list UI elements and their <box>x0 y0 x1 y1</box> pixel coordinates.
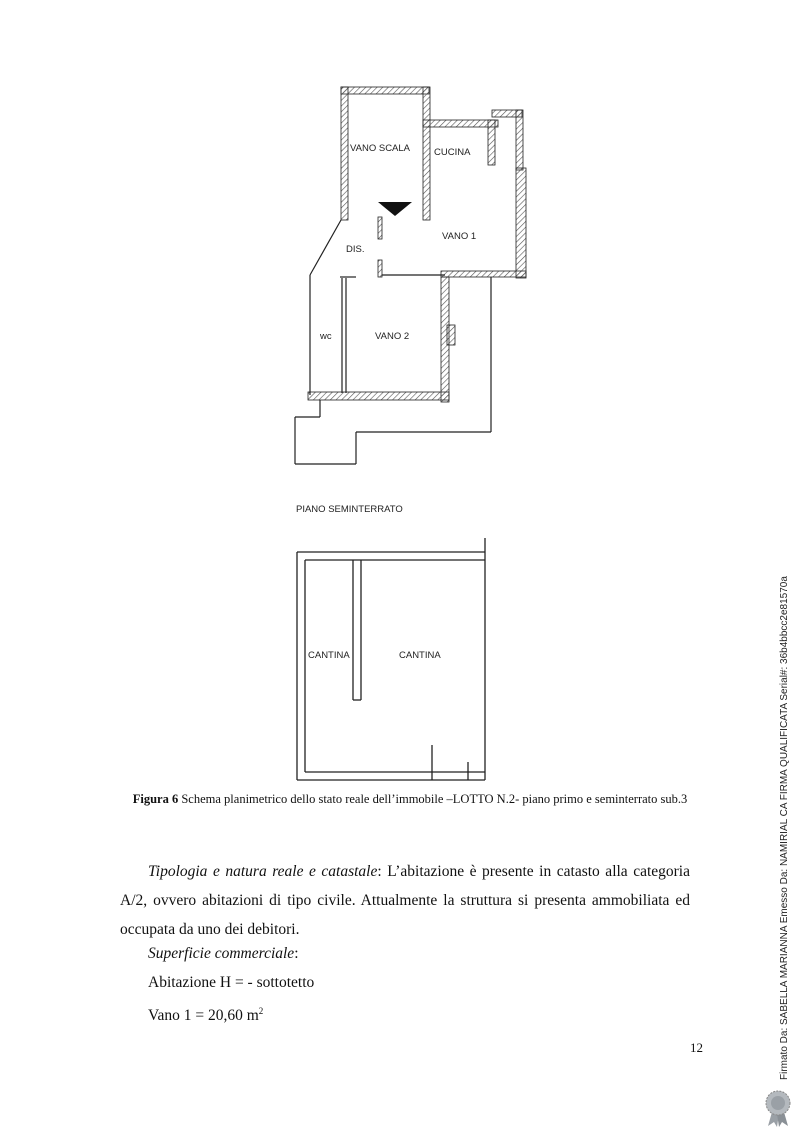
figure-caption <box>120 791 700 807</box>
label-cantina-large: CANTINA <box>399 650 441 661</box>
tipologia-heading: Tipologia e natura reale e catastale <box>148 863 378 880</box>
vano1-line: Vano 1 = 20,60 m <box>148 1007 259 1025</box>
label-cantina-small: CANTINA <box>308 650 350 661</box>
upper-floor-plan <box>308 87 526 402</box>
paragraph-tipologia <box>120 857 690 944</box>
abitazione-line: Abitazione H = - sottotetto <box>148 974 315 991</box>
label-vano2: VANO 2 <box>375 331 410 342</box>
vano1-superscript: 2 <box>258 1006 264 1016</box>
figure-label: Figura 6 <box>132 792 179 806</box>
superficie-heading: Superficie commerciale <box>148 945 295 962</box>
label-vano1: VANO 1 <box>442 231 477 242</box>
digital-signature-text: Firmato Da: SABELLA MARIANNA Emesso Da: NAMIRIAL CA FIRMA QUALIFICATA Serial#: 36b4bbcc2e81570a <box>779 576 790 1080</box>
label-vano-scala: VANO SCALA <box>350 143 411 154</box>
certification-seal-icon <box>762 1088 794 1128</box>
figure-caption-text: Schema planimetrico dello stato reale dell’immobile –LOTTO N.2- piano primo e seminterrato sub.3 <box>178 792 688 806</box>
entrance-arrow-icon <box>378 202 412 216</box>
superficie-colon: : <box>294 945 299 962</box>
label-cucina: CUCINA <box>434 147 471 158</box>
label-dis: DIS. <box>346 244 365 255</box>
superficie-block <box>148 939 718 1030</box>
tipologia-text: : L’abitazione è presente in catasto alla categoria A/2, ovvero abitazioni di tipo civile. Attualmente la struttura si presenta ammobiliata ed occupata da uno dei debitori. <box>120 863 690 938</box>
upper-floor-outline <box>295 220 491 464</box>
label-wc: wc <box>320 331 332 342</box>
page-number: 12 <box>690 1040 703 1055</box>
lower-plan-title: PIANO SEMINTERRATO <box>296 504 403 515</box>
